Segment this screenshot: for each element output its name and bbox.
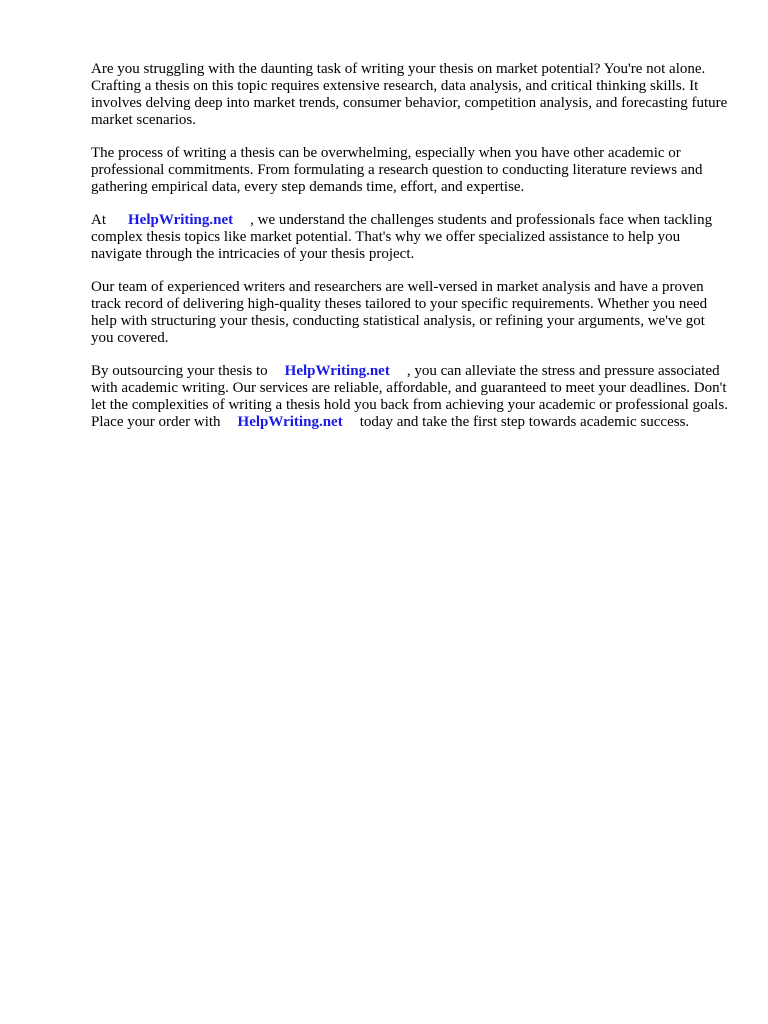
paragraph-outsourcing-text: , you can alleviate the stress and pressure associated with academic writing. Our services are reliable, affordable, and guaranteed to meet your deadlines. Don't let the complexities of writing a thesis hold you back from achieving your academic or professional goals. Place your order with bbox=[91, 363, 728, 430]
paragraph-outsourcing-end: today and take the first step towards academic success. bbox=[359, 414, 690, 430]
paragraph-service-text: , we understand the challenges students and professionals face when tackling complex thesis topics like market potential. That's why we offer specialized assistance to help you navigate through the intricacies of your thesis project. bbox=[91, 212, 713, 262]
paragraph-outsourcing bbox=[91, 363, 731, 431]
helpwriting-link-inline[interactable]: HelpWriting.net bbox=[284, 363, 390, 379]
paragraph-team: Our team of experienced writers and researchers are well-versed in market analysis and have a proven track record of delivering high-quality theses tailored to your specific requirements. Whether you need help with structuring your thesis, conducting statistical analysis, or refining your arguments, we've got you covered. bbox=[91, 279, 708, 346]
paragraph-outsourcing-lead: By outsourcing your thesis to bbox=[91, 363, 268, 379]
helpwriting-order-link[interactable]: HelpWriting.net bbox=[237, 414, 343, 430]
helpwriting-link[interactable]: HelpWriting.net bbox=[128, 212, 234, 228]
document-body bbox=[91, 61, 731, 447]
paragraph-intro: Are you struggling with the daunting task of writing your thesis on market potential? You're not alone. Crafting a thesis on this topic requires extensive research, data analysis, and critical thinking skills. It involves delving deep into market trends, consumer behavior, competition analysis, and forecasting future market scenarios. bbox=[91, 61, 728, 128]
paragraph-process: The process of writing a thesis can be overwhelming, especially when you have other academic or professional commitments. From formulating a research question to conducting literature reviews and gathering empirical data, every step demands time, effort, and expertise. bbox=[91, 145, 703, 195]
paragraph-service bbox=[91, 212, 731, 263]
paragraph-service-lead: At bbox=[91, 212, 106, 228]
